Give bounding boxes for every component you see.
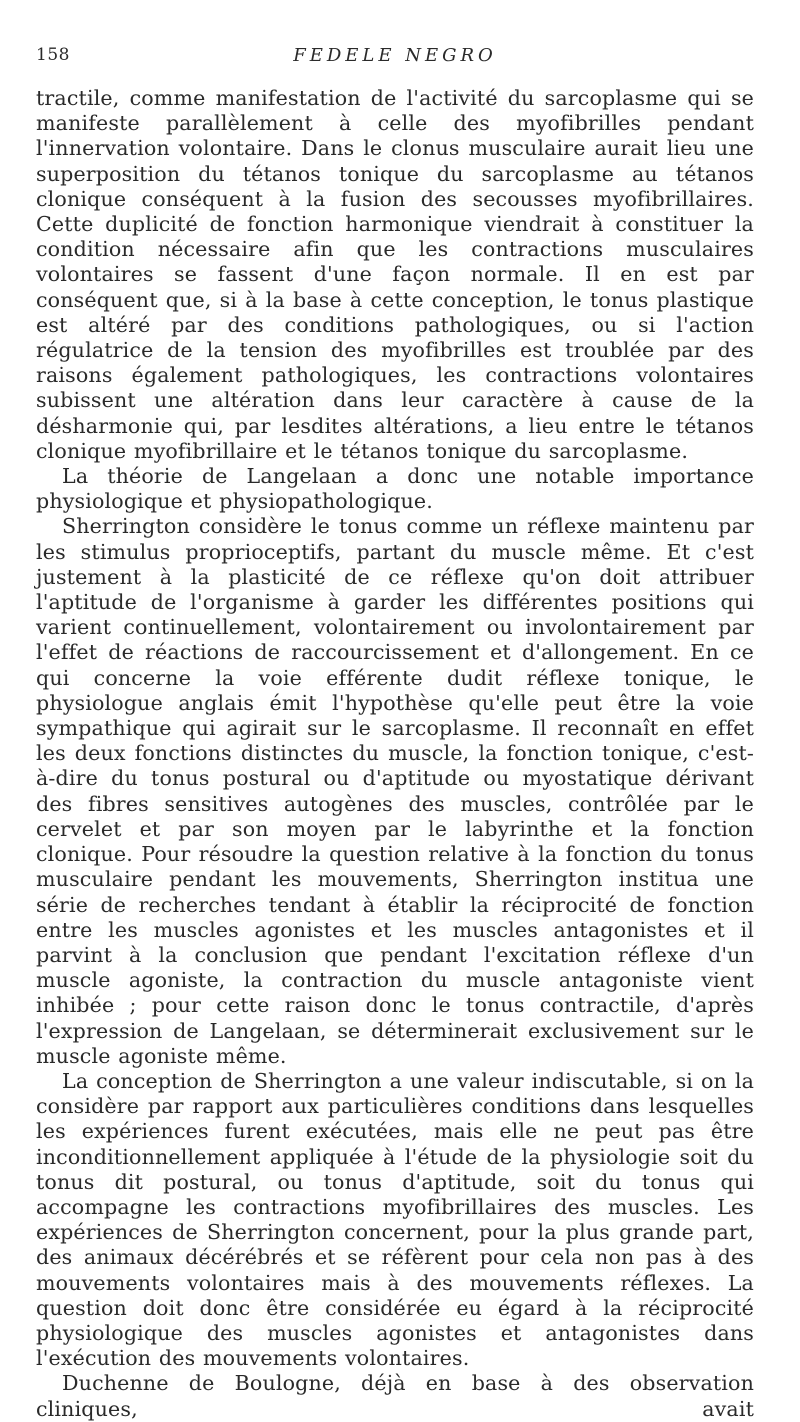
- page-header: [36, 45, 754, 75]
- paragraph-continuation: tractile, comme manifestation de l'activité du sarcoplasme qui se manifeste parallèlement à celle des myofibrilles pendant l'innervation volontaire. Dans le clonus musculaire aurait lieu une superposition du tétanos tonique du sarcoplasme au tétanos clonique conséquent à la fusion des secousses myofibrillaires. Cette duplicité de fonction harmonique viendrait à constituer la condition nécessaire afin que les contractions musculaires volontaires se fassent d'une façon normale. Il en est par conséquent que, si à la base à cette conception, le tonus plastique est altéré par des conditions pathologiques, ou si l'action régulatrice de la tension des myofibrilles est troublée par des raisons également pathologiques, les contractions volontaires subissent une altération dans leur caractère à cause de la désharmonie qui, par lesdites altérations, a lieu entre le tétanos clonique myofibrillaire et le tétanos tonique du sarcoplasme.: [36, 86, 754, 463]
- paragraph-duchenne: Duchenne de Boulogne, déjà en base à des observation cliniques, avait: [36, 1371, 754, 1421]
- paragraph-sherrington-conception: La conception de Sherrington a une valeur indiscutable, si on la considère par rapport aux particulières conditions dans lesquelles les expériences furent exécutées, mais elle ne peut pas être inconditionnellement appliquée à l'étude de la physiologie soit du tonus dit postural, ou tonus d'aptitude, soit du tonus qui accompagne les contractions myofibrillaires des muscles. Les expériences de Sherrington concernent, pour la plus grande part, des animaux décérébrés et se réfèrent pour cela non pas à des mouvements volontaires mais à des mouvements réflexes. La question doit donc être considérée eu égard à la réciprocité physiologique des muscles agonistes et antagonistes dans l'exécution des mouvements volontaires.: [36, 1068, 754, 1371]
- paragraph-langelaan-theory: La théorie de Langelaan a donc une notable importance physiologique et physiopathologique.: [36, 464, 754, 514]
- running-title: FEDELE NEGRO: [293, 45, 497, 66]
- page-number: 158: [36, 45, 70, 65]
- body-text: [36, 86, 754, 1422]
- book-page: [36, 0, 754, 1421]
- paragraph-sherrington-tonus: Sherrington considère le tonus comme un réflexe maintenu par les stimulus proprioceptifs, partant du muscle même. Et c'est justement à la plasticité de ce réflexe qu'on doit attribuer l'aptitude de l'organisme à garder les différentes positions qui varient continuellement, volontairement ou involontairement par l'effet de réactions de raccourcissement et d'allongement. En ce qui concerne la voie efférente dudit réflexe tonique, le physiologue anglais émit l'hypothèse qu'elle peut être la voie sympathique qui agirait sur le sarcoplasme. Il reconnaît en effet les deux fonctions distinctes du muscle, la fonction tonique, c'est-à-dire du tonus postural ou d'aptitude ou myostatique dérivant des fibres sensitives autogènes des muscles, contrôlée par le cervelet et par son moyen par le labyrinthe et la fonction clonique. Pour résoudre la question relative à la fonction du tonus musculaire pendant les mouvements, Sherrington institua une série de recherches tendant à établir la réciprocité de fonction entre les muscles agonistes et les muscles antagonistes et il parvint à la conclusion que pendant l'excitation réflexe d'un muscle agoniste, la contraction du muscle antagoniste vient inhibée ; pour cette raison donc le tonus contractile, d'après l'expression de Langelaan, se déterminerait exclusivement sur le muscle agoniste même.: [36, 514, 754, 1068]
